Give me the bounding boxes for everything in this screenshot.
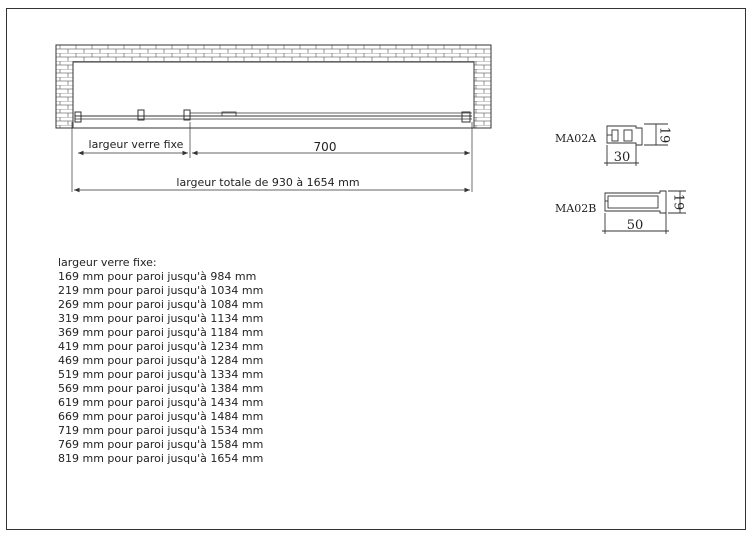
notes-line: 469 mm pour paroi jusqu'à 1284 mm [58, 354, 264, 367]
notes-title: largeur verre fixe: [58, 256, 157, 269]
profile-a-width: 30 [613, 150, 631, 165]
notes-line: 169 mm pour paroi jusqu'à 984 mm [58, 270, 257, 283]
profile-b-height: 19 [670, 193, 686, 211]
notes-line: 319 mm pour paroi jusqu'à 1134 mm [58, 312, 264, 325]
total-width-label: largeur totale de 930 à 1654 mm [176, 176, 360, 189]
notes-line: 819 mm pour paroi jusqu'à 1654 mm [58, 452, 264, 465]
notes-line: 219 mm pour paroi jusqu'à 1034 mm [58, 284, 264, 297]
notes-line: 669 mm pour paroi jusqu'à 1484 mm [58, 410, 264, 423]
notes-line: 769 mm pour paroi jusqu'à 1584 mm [58, 438, 264, 451]
notes-line: 419 mm pour paroi jusqu'à 1234 mm [58, 340, 264, 353]
profile-a-name: MA02A [555, 132, 597, 145]
profile-a-height: 19 [656, 126, 672, 144]
notes-line: 569 mm pour paroi jusqu'à 1384 mm [58, 382, 264, 395]
fixed-glass-width-notes [58, 256, 263, 466]
profile-b-name: MA02B [555, 202, 597, 215]
notes-line: 719 mm pour paroi jusqu'à 1534 mm [58, 424, 264, 437]
notes-line: 269 mm pour paroi jusqu'à 1084 mm [58, 298, 264, 311]
profile-ma02b [555, 191, 686, 234]
notes-line: 619 mm pour paroi jusqu'à 1434 mm [58, 396, 264, 409]
notes-line: 519 mm pour paroi jusqu'à 1334 mm [58, 368, 264, 381]
door-width-label: 700 [313, 140, 337, 154]
fixed-glass-label: largeur verre fixe [88, 138, 184, 151]
notes-line: 369 mm pour paroi jusqu'à 1184 mm [58, 326, 264, 339]
profile-b-width: 50 [626, 218, 644, 233]
profile-ma02a [555, 124, 672, 166]
